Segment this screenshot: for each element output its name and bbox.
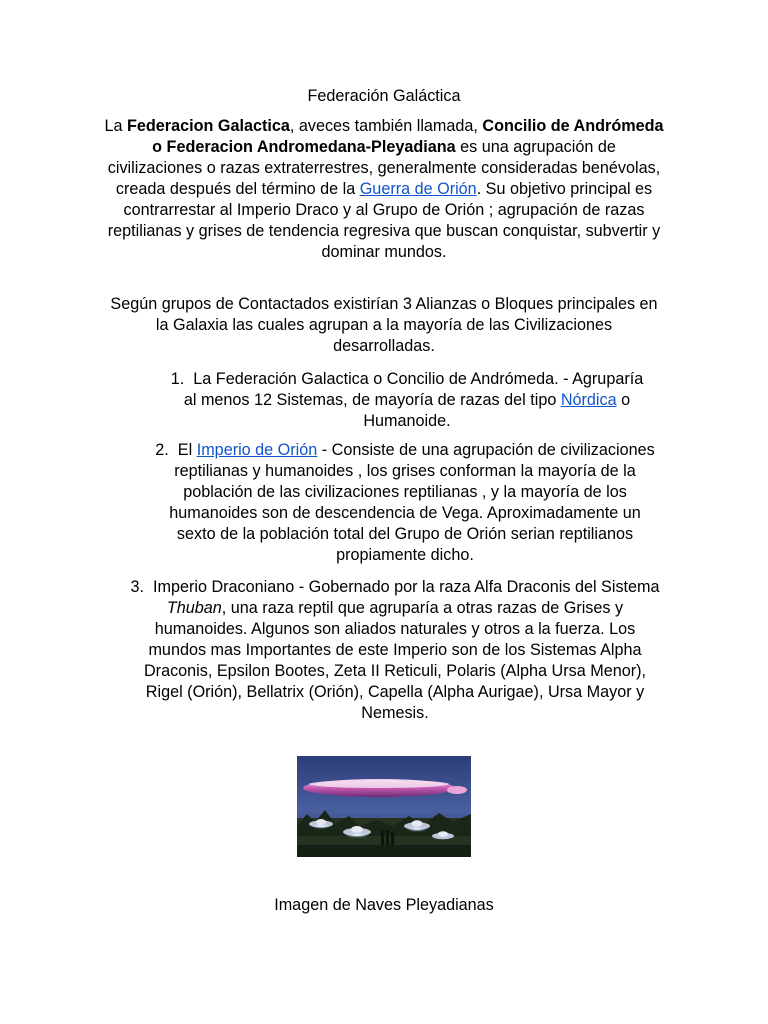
link-nordica[interactable]: Nórdica bbox=[560, 391, 617, 409]
list-item-3 bbox=[130, 577, 660, 724]
link-guerra-de-orion[interactable]: Guerra de Orión bbox=[359, 180, 477, 198]
document-title: Federación Galáctica bbox=[307, 87, 461, 105]
link-imperio-de-orion[interactable]: Imperio de Orión bbox=[196, 441, 318, 459]
intro-text-4: . Su objetivo principal es contrarrestar al Imperio Draco y al Grupo de Orión ; agrupación de razas reptilianas y grises de tendencia regresiva que buscan conquistar, subvertir y dominar mundos. bbox=[107, 180, 661, 261]
alliances-paragraph: Según grupos de Contactados existirían 3 Alianzas o Bloques principales en la Galaxia las cuales agrupan a la mayoría de las Civilizaciones desarrolladas. bbox=[110, 295, 658, 355]
intro-text-1: La bbox=[104, 117, 127, 135]
list-item-3-text-2: , una raza reptil que agruparía a otras razas de Grises y humanoides. Algunos son aliados naturales y otros a la fuerza. Los mundos mas Importantes de este Imperio son de los Sistemas Alpha Draconis, Epsilon Bootes, Zeta II Reticuli, Polaris (Alpha Ursa Menor), Rigel (Orión), Bellatrix (Orión), Capella (Alpha Aurigae), Ursa Mayor y Nemesis. bbox=[143, 599, 646, 722]
list-item-3-italic: Thuban bbox=[166, 599, 222, 617]
list-item-1-text-2: o Humanoide. bbox=[363, 391, 631, 430]
list-item-2-text-1: El bbox=[177, 441, 197, 459]
list-number-3: 3. bbox=[130, 578, 144, 596]
list-item-3-text-1: Imperio Draconiano - Gobernado por la raza Alfa Draconis del Sistema bbox=[152, 578, 660, 596]
list-number-1: 1. bbox=[170, 370, 185, 388]
list-item-1-text-1: La Federación Galactica o Concilio de Andrómeda. - Agruparía al menos 12 Sistemas, de mayoría de razas del tipo bbox=[183, 370, 644, 409]
list-number-2: 2. bbox=[155, 441, 169, 459]
intro-bold-1: Federacion Galactica bbox=[127, 117, 290, 135]
pleiadian-ships-image bbox=[297, 756, 471, 857]
intro-text-2: , aveces también llamada, bbox=[289, 117, 483, 135]
list-item-1 bbox=[170, 369, 644, 432]
list-item-2-text-2: - Consiste de una agrupación de civilizaciones reptilianas y humanoides , los grises conforman la mayoría de la población de las civilizaciones reptilianas , y la mayoría de los humanoides son de descendencia de Vega. Aproximadamente un sexto de la población total del Grupo de Orión serian reptilianos propiamente dicho. bbox=[169, 441, 655, 564]
list-item-2 bbox=[150, 440, 660, 566]
intro-bold-2: Concilio de Andrómeda o Federacion Andromedana-Pleyadiana bbox=[152, 117, 664, 156]
intro-paragraph bbox=[104, 116, 664, 263]
image-caption: Imagen de Naves Pleyadianas bbox=[274, 896, 494, 914]
intro-text-3: es una agrupación de civilizaciones o razas extraterrestres, generalmente consideradas benévolas, creada después del término de la bbox=[107, 138, 661, 198]
